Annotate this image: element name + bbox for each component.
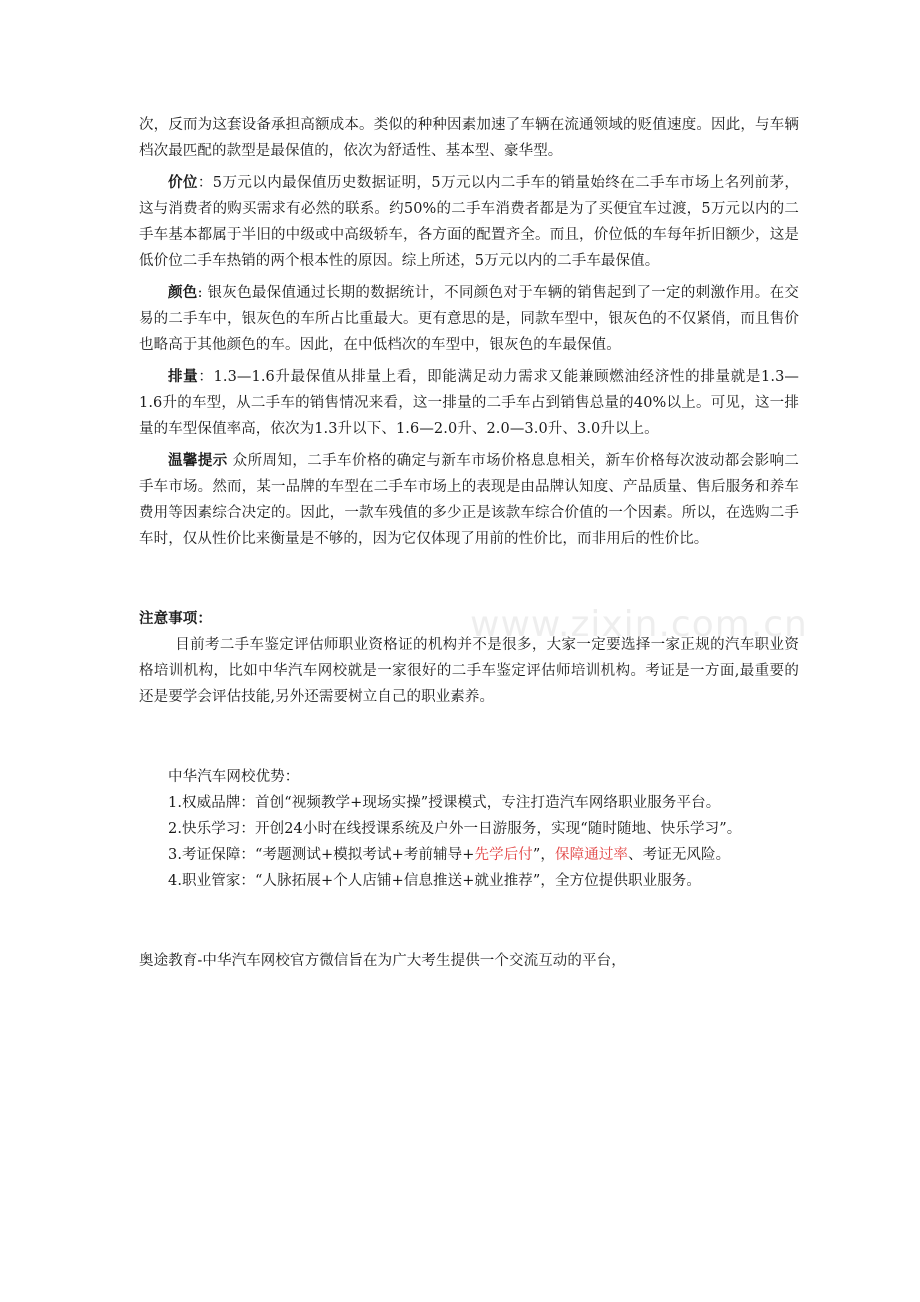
watermark: www.zixin.com.cn <box>470 604 808 645</box>
advantages-title: 中华汽车网校优势： <box>168 769 300 785</box>
advantage-item-4: 4.职业管家：“人脉拓展+个人店铺+信息推送+就业推荐”，全方位提供职业服务。 <box>168 873 702 889</box>
color-label: 颜色 <box>168 284 198 301</box>
paragraph-color <box>139 280 799 358</box>
notice-heading <box>139 606 799 632</box>
paragraph-displacement <box>139 364 799 442</box>
price-text: ：5万元以内最保值历史数据证明，5万元以内二手车的销量始终在二手车市场上名列前茅，这与消费者的购买需求有必然的联系。约50%的二手车消费者都是为了买便宜车过渡，5万元以内的二手车基本都属于半旧的中级或中高级轿车，各方面的配置齐全。而且，价位低的车每年折旧额少，这是低价位二手车热销的两个根本性的原因。综上所述，5万元以内的二手车最保值。 <box>139 175 800 269</box>
advantage-item-3-part1: 3.考证保障：“考题测试+模拟考试+考前辅导+ <box>168 847 475 863</box>
advantage-item-3-highlight-2: 保障通过率 <box>555 847 629 863</box>
notice-text: 目前考二手车鉴定评估师职业资格证的机构并不是很多，大家一定要选择一家正规的汽车职业资格培训机构，比如中华汽车网校就是一家很好的二手车鉴定评估师培训机构。考证是一方面,最重要的还是要学会评估技能,另外还需要树立自己的职业素养。 <box>139 637 799 705</box>
footer-text: 奥途教育-中华汽车网校官方微信旨在为广大考生提供一个交流互动的平台， <box>139 953 626 969</box>
displacement-label: 排量 <box>168 368 199 385</box>
displacement-text: ：1.3—1.6升最保值从排量上看，即能满足动力需求又能兼顾燃油经济性的排量就是1.3—1.6升的车型，从二手车的销售情况来看，这一排量的二手车占到销售总量的40%以上。可见，这一排量的车型保值率高，依次为1.3升以下、1.6—2.0升、2.0—3.0升、3.0升以上。 <box>139 369 800 437</box>
tip-text: 众所周知，二手车价格的确定与新车市场价格息息相关，新车价格每次波动都会影响二手车市场。然而，某一品牌的车型在二手车市场上的表现是由品牌认知度、产品质量、售后服务和养车费用等因素综合决定的。因此，一款车残值的多少正是该款车综合价值的一个因素。所以，在选购二手车时，仅从性价比来衡量是不够的，因为它仅体现了用前的性价比，而非用后的性价比。 <box>139 453 799 547</box>
paragraph-tip <box>139 448 799 552</box>
price-label: 价位 <box>168 174 198 191</box>
color-text: : 银灰色最保值通过长期的数据统计，不同颜色对于车辆的销售起到了一定的刺激作用。在交易的二手车中，银灰色的车所占比重最大。更有意思的是，同款车型中，银灰色的不仅紧俏，而且售价也略高于其他颜色的车。因此，在中低档次的车型中，银灰色的车最保值。 <box>139 285 799 353</box>
advantage-item-3-part3: 、考证无风险。 <box>628 847 731 863</box>
advantage-item-1: 1.权威品牌：首创“视频教学+现场实操”授课模式，专注打造汽车网络职业服务平台。 <box>168 795 721 811</box>
notice-heading-text: 注意事项： <box>139 610 212 627</box>
advantage-item-3-part2: ”， <box>532 847 556 863</box>
document-body <box>139 112 799 974</box>
paragraph-grade: 次，反而为这套设备承担高额成本。类似的种种因素加速了车辆在流通领域的贬值速度。因此，与车辆档次最匹配的款型是最保值的，依次为舒适性、基本型、豪华型。 <box>139 117 799 159</box>
paragraph-price <box>139 170 799 274</box>
advantage-item-3 <box>139 842 799 868</box>
tip-label: 温馨提示 <box>168 452 228 469</box>
advantage-item-2: 2.快乐学习：开创24小时在线授课系统及户外一日游服务，实现“随时随地、快乐学习”。 <box>168 821 742 837</box>
advantage-item-3-highlight-1: 先学后付 <box>474 847 533 863</box>
